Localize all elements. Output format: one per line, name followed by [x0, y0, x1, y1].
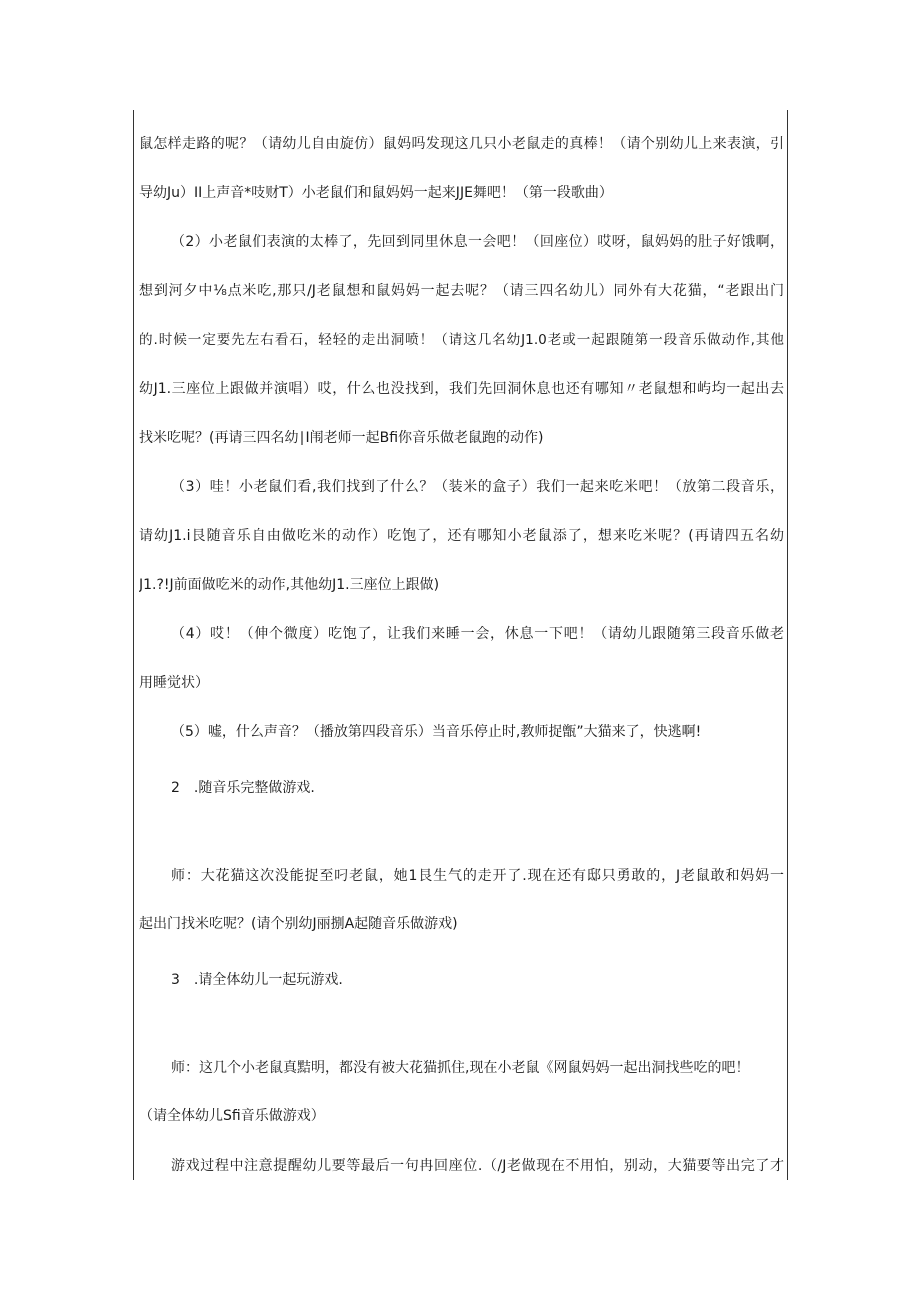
text-line-5: 的.时候一定要先左右看石，轻轻的走出洞喷！（请这几名幼J1.0老或一起跟随第一段音乐做动作,其他	[139, 332, 784, 348]
text-line-2: 导幼Ju）II上声音*吱财T）小老鼠们和鼠妈妈一起来JJE舞吧！（第一段歌曲）	[139, 185, 613, 201]
text-line-1: 鼠怎样走路的呢？（请幼儿自由旋仿）鼠妈吗发现这几只小老鼠走的真棒！（请个别幼儿上来表演，引	[139, 136, 784, 152]
left-border-rule	[133, 110, 134, 1180]
text-line-11: （4）哎！（伸个微度）吃饱了，让我们来睡一会，休息一下吧！（请幼儿跟随第三段音乐做老	[171, 626, 784, 642]
text-line-4: 想到河夕中⅛点米吃,那只/J老鼠想和鼠妈妈一起去呢？（请三四名幼儿）同外有大花猫，“老跟出门	[139, 283, 784, 299]
text-line-15: 师：大花猫这次没能捉至叼老鼠，她1艮生气的走开了.现在还有邸只勇敢的，J老鼠敢和妈妈一	[171, 868, 784, 884]
text-line-20: 游戏过程中注意提醒幼儿要等最后一句冉回座位.（/J老做现在不用怕，别动，大猫要等出完了才	[171, 1158, 784, 1174]
text-line-7: 找米吃呢？(再请三四名幼∣I闱老师一起Bfi你音乐做老鼠跑的动作)	[139, 430, 544, 446]
text-line-3: （2）小老鼠们表演的太棒了，先回到同里休息一会吧！（回座位）哎呀，鼠妈妈的肚子好饿啊，	[171, 234, 784, 250]
text-line-10: J1.?!J前面做吃米的动作,其他幼J1.三座位上跟做)	[139, 577, 440, 593]
text-line-13: （5）嘘，什么声音？（播放第四段音乐）当音乐停止时,教师捉甑”大猫来了，快逃啊!	[171, 724, 702, 740]
text-line-16: 起出门找米吃呢？(请个别幼J丽捌A起随音乐做游戏)	[139, 916, 458, 932]
text-line-19: （请全体幼儿Sfi音乐做游戏）	[139, 1108, 325, 1124]
section-heading-3: 3 .请全体幼儿一起玩游戏.	[171, 972, 343, 988]
text-line-6: 幼J1.三座位上跟做并演唱）哎，什么也没找到，我们先回洞休息也还有哪知〃老鼠想和屿均一起出去	[139, 381, 784, 397]
right-border-rule	[787, 110, 788, 1180]
text-line-9: 请幼J1.i艮随音乐自由做吃米的动作）吃饱了，还有哪知小老鼠添了，想来吃米呢？(再请四五名幼	[139, 528, 784, 544]
text-line-18: 师：这几个小老鼠真黠明，都没有被大花猫抓住,现在小老鼠《网鼠妈妈一起出洞找些吃的吧！	[171, 1060, 750, 1076]
text-line-12: 用睡觉状）	[139, 675, 209, 691]
text-line-8: （3）哇！小老鼠们看,我们找到了什么？（装米的盒子）我们一起来吃米吧！（放第二段音乐，	[171, 479, 784, 495]
section-heading-2: 2 .随音乐完整做游戏.	[171, 780, 315, 796]
